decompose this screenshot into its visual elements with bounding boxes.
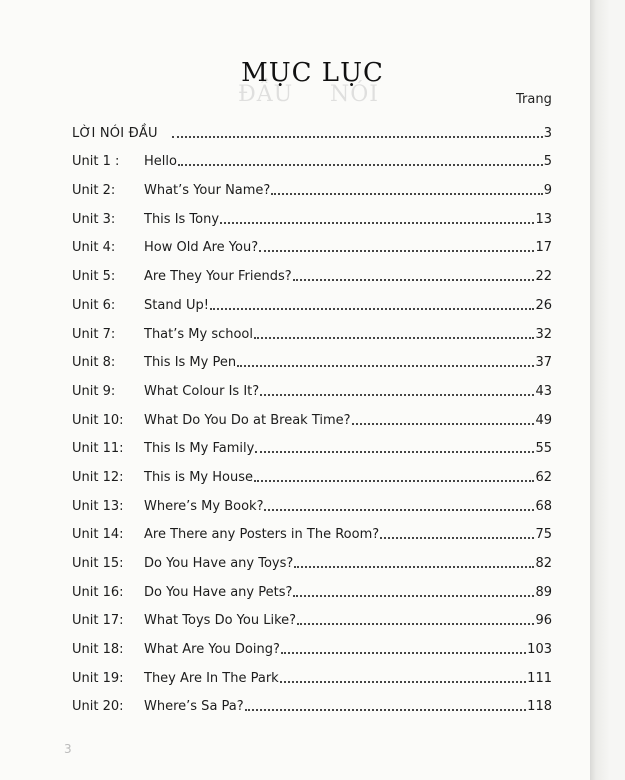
toc-entry-title: This is My House — [144, 469, 253, 485]
toc-entry-page: 62 — [535, 469, 552, 485]
toc-entry[interactable] — [72, 284, 552, 313]
toc-entry-page: 96 — [535, 613, 552, 629]
toc-unit-number: Unit 8: — [72, 355, 116, 371]
toc-unit-number: Unit 2: — [72, 183, 116, 199]
toc-entry-page: 55 — [535, 441, 552, 457]
toc-entry[interactable] — [72, 428, 552, 457]
dot-leader — [260, 393, 534, 396]
toc-unit-number: Unit 9: — [72, 383, 116, 399]
toc-entry-title: Are They Your Friends? — [144, 269, 292, 285]
toc-unit-number: Unit 5: — [72, 269, 116, 285]
toc-unit-number: Unit 16: — [72, 584, 124, 600]
toc-entry[interactable] — [72, 657, 552, 686]
page-column-label: Trang — [516, 92, 552, 107]
toc-entry[interactable] — [72, 571, 552, 600]
toc-unit-number: Unit 12: — [72, 469, 124, 485]
dot-leader — [294, 565, 534, 568]
toc-unit-number: Unit 10: — [72, 412, 124, 428]
toc-entry-title: That’s My school — [144, 326, 254, 342]
toc-unit-number: Unit 11: — [72, 441, 124, 457]
dot-leader — [297, 622, 534, 625]
footer-page-number: 3 — [64, 742, 72, 756]
toc-entry-title: Hello — [144, 154, 177, 170]
bleed-through-text: ĐẦU — [238, 82, 294, 107]
toc-entry-page: 17 — [535, 240, 552, 256]
dot-leader — [352, 422, 535, 425]
toc-entry[interactable] — [72, 456, 552, 485]
toc-entry-title: This Is Tony — [144, 211, 220, 227]
toc-entry-title: LỜI NÓI ĐẦU — [72, 125, 158, 141]
toc-unit-number: Unit 3: — [72, 211, 116, 227]
dot-leader — [237, 364, 534, 367]
toc-entry-title: What Do You Do at Break Time? — [144, 412, 351, 428]
toc-unit-number: Unit 18: — [72, 642, 124, 658]
table-of-contents — [72, 112, 552, 714]
toc-entry-title: Where’s Sa Pa? — [144, 699, 244, 715]
toc-entry[interactable] — [72, 628, 552, 657]
toc-entry-page: 26 — [535, 297, 552, 313]
toc-entry[interactable] — [72, 227, 552, 256]
toc-entry[interactable] — [72, 313, 552, 342]
dot-leader — [245, 708, 527, 711]
toc-entry-title: What Toys Do You Like? — [144, 613, 297, 629]
toc-entry-page: 118 — [527, 699, 552, 715]
toc-entry-title: How Old Are You? — [144, 240, 259, 256]
dot-leader — [281, 651, 526, 654]
toc-entry[interactable] — [72, 514, 552, 543]
toc-entry-page: 37 — [535, 355, 552, 371]
toc-entry[interactable] — [72, 542, 552, 571]
dot-leader — [259, 249, 534, 252]
toc-entry-title: This Is My Pen — [144, 355, 237, 371]
toc-unit-number: Unit 4: — [72, 240, 116, 256]
toc-unit-number: Unit 1 : — [72, 154, 120, 170]
toc-entry-title: Where’s My Book? — [144, 498, 264, 514]
toc-entry-page: 103 — [527, 642, 552, 658]
toc-entry[interactable] — [72, 600, 552, 629]
toc-unit-number: Unit 6: — [72, 297, 116, 313]
toc-entry-page: 68 — [535, 498, 552, 514]
dot-leader — [293, 594, 534, 597]
dot-leader — [280, 680, 526, 683]
toc-entry-title: Do You Have any Toys? — [144, 556, 294, 571]
toc-unit-number: Unit 15: — [72, 556, 124, 571]
toc-entry-page: 3 — [543, 125, 552, 141]
dot-leader — [172, 135, 543, 138]
toc-entry-page: 75 — [535, 527, 552, 543]
toc-unit-number: Unit 19: — [72, 670, 124, 686]
bleed-through-text: NÓI — [330, 82, 379, 107]
toc-entry-title: Are There any Posters in The Room? — [144, 527, 380, 543]
toc-entry[interactable] — [72, 342, 552, 371]
toc-entry-title: Stand Up! — [144, 297, 209, 313]
page-edge-shadow — [590, 0, 625, 780]
dot-leader — [178, 163, 543, 166]
dot-leader — [293, 278, 535, 281]
toc-entry[interactable] — [72, 198, 552, 227]
toc-entry[interactable] — [72, 255, 552, 284]
toc-entry-title: What Are You Doing? — [144, 642, 280, 658]
toc-entry-page: 49 — [535, 412, 552, 428]
toc-entry[interactable] — [72, 485, 552, 514]
toc-entry-page: 32 — [535, 326, 552, 342]
page-title: MỤC LỤC — [241, 58, 384, 88]
toc-entry-page: 82 — [535, 556, 552, 571]
toc-entry-page: 43 — [535, 383, 552, 399]
dot-leader — [255, 450, 534, 453]
toc-entry-preface[interactable] — [72, 112, 552, 141]
toc-entry-title: What’s Your Name? — [144, 183, 271, 199]
toc-entry-title: This Is My Family — [144, 441, 255, 457]
toc-entry-title: Do You Have any Pets? — [144, 584, 293, 600]
toc-entry[interactable] — [72, 399, 552, 428]
dot-leader — [380, 536, 534, 539]
toc-entry[interactable] — [72, 141, 552, 170]
toc-entry-page: 111 — [527, 670, 552, 686]
toc-unit-number: Unit 7: — [72, 326, 116, 342]
toc-entry-title: They Are In The Park — [144, 670, 279, 686]
toc-entry-title: What Colour Is It? — [144, 383, 260, 399]
dot-leader — [220, 221, 534, 224]
dot-leader — [254, 479, 534, 482]
toc-entry[interactable] — [72, 370, 552, 399]
toc-entry-page: 5 — [543, 154, 552, 170]
toc-entry[interactable] — [72, 686, 552, 715]
toc-entry-page: 22 — [535, 269, 552, 285]
toc-unit-number: Unit 17: — [72, 613, 124, 629]
toc-entry-page: 9 — [543, 183, 552, 199]
dot-leader — [264, 508, 534, 511]
dot-leader — [254, 336, 534, 339]
toc-entry[interactable] — [72, 169, 552, 198]
toc-entry-page: 89 — [535, 584, 552, 600]
dot-leader — [271, 192, 542, 195]
dot-leader — [210, 307, 535, 310]
toc-unit-number: Unit 13: — [72, 498, 124, 514]
toc-unit-number: Unit 20: — [72, 699, 124, 715]
toc-unit-number: Unit 14: — [72, 527, 124, 543]
toc-entry-page: 13 — [535, 211, 552, 227]
